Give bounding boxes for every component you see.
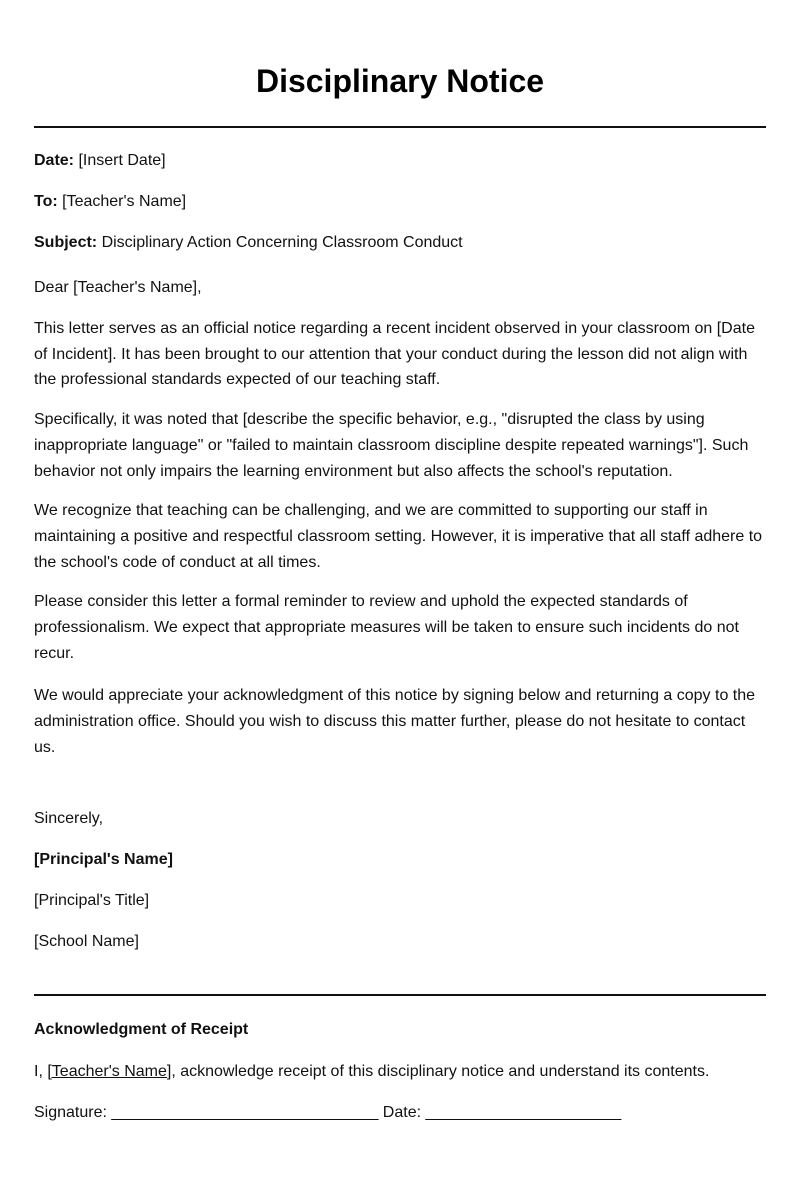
closing: Sincerely, [34, 809, 104, 827]
recipient-line [34, 192, 766, 212]
signature-row [34, 1103, 766, 1123]
body-paragraph: We would appreciate your acknowledgment of this notice by signing below and returning a copy to the administration office. Should you wish to discuss this matter further, please do not hesitate to contact us. [34, 687, 756, 756]
acknowledgment-statement [34, 1062, 766, 1082]
signature-blank: ______________________________ [111, 1103, 379, 1121]
body-paragraph: Please consider this letter a formal reminder to review and uphold the expected standards of professionalism. We expect that appropriate measures will be taken to ensure such incidents do not recur. [34, 593, 739, 662]
document-title: Disciplinary Notice [255, 63, 545, 99]
signature-date-blank: ______________________ [425, 1103, 622, 1121]
date-label: Date: [34, 152, 75, 169]
date-line [34, 151, 766, 171]
title-divider [34, 126, 766, 128]
recipient-value: [Teacher's Name] [57, 193, 187, 210]
signature-label: Signature: [34, 1103, 112, 1121]
principal-title: [Principal's Title] [34, 891, 150, 909]
signature-date-label: Date: [378, 1103, 426, 1121]
body-paragraph: This letter serves as an official notice regarding a recent incident observed in your classroom on [Date of Incident]. It has been brought to our attention that your conduct during the lesson did not align with the professional standards expected of our teaching staff. [34, 320, 755, 389]
acknowledgment-prefix: I, [34, 1062, 48, 1080]
date-value: [Insert Date] [74, 152, 166, 169]
acknowledgment-heading: Acknowledgment of Receipt [34, 1020, 249, 1038]
body-paragraph: Specifically, it was noted that [describe the specific behavior, e.g., "disrupted the class by using inappropriate language" or "failed to maintain classroom discipline despite repeated warnings"]. Such behavior not only impairs the learning environment but also affects the school's reputation. [34, 411, 749, 480]
principal-name: [Principal's Name] [34, 850, 173, 868]
acknowledgment-suffix: , acknowledge receipt of this disciplinary notice and understand its contents. [171, 1062, 710, 1080]
acknowledgment-divider [34, 994, 766, 996]
recipient-label: To: [34, 193, 58, 210]
school-name: [School Name] [34, 932, 139, 950]
subject-label: Subject: [34, 234, 98, 251]
salutation: Dear [Teacher's Name], [34, 279, 202, 296]
subject-value: Disciplinary Action Concerning Classroom Conduct [97, 234, 463, 251]
acknowledgment-teacher-name: [Teacher's Name] [47, 1062, 172, 1080]
body-paragraph: We recognize that teaching can be challenging, and we are committed to supporting our staff in maintaining a positive and respectful classroom setting. However, it is imperative that all staff adhere to the school's code of conduct at all times. [34, 502, 763, 571]
subject-line [34, 233, 766, 253]
